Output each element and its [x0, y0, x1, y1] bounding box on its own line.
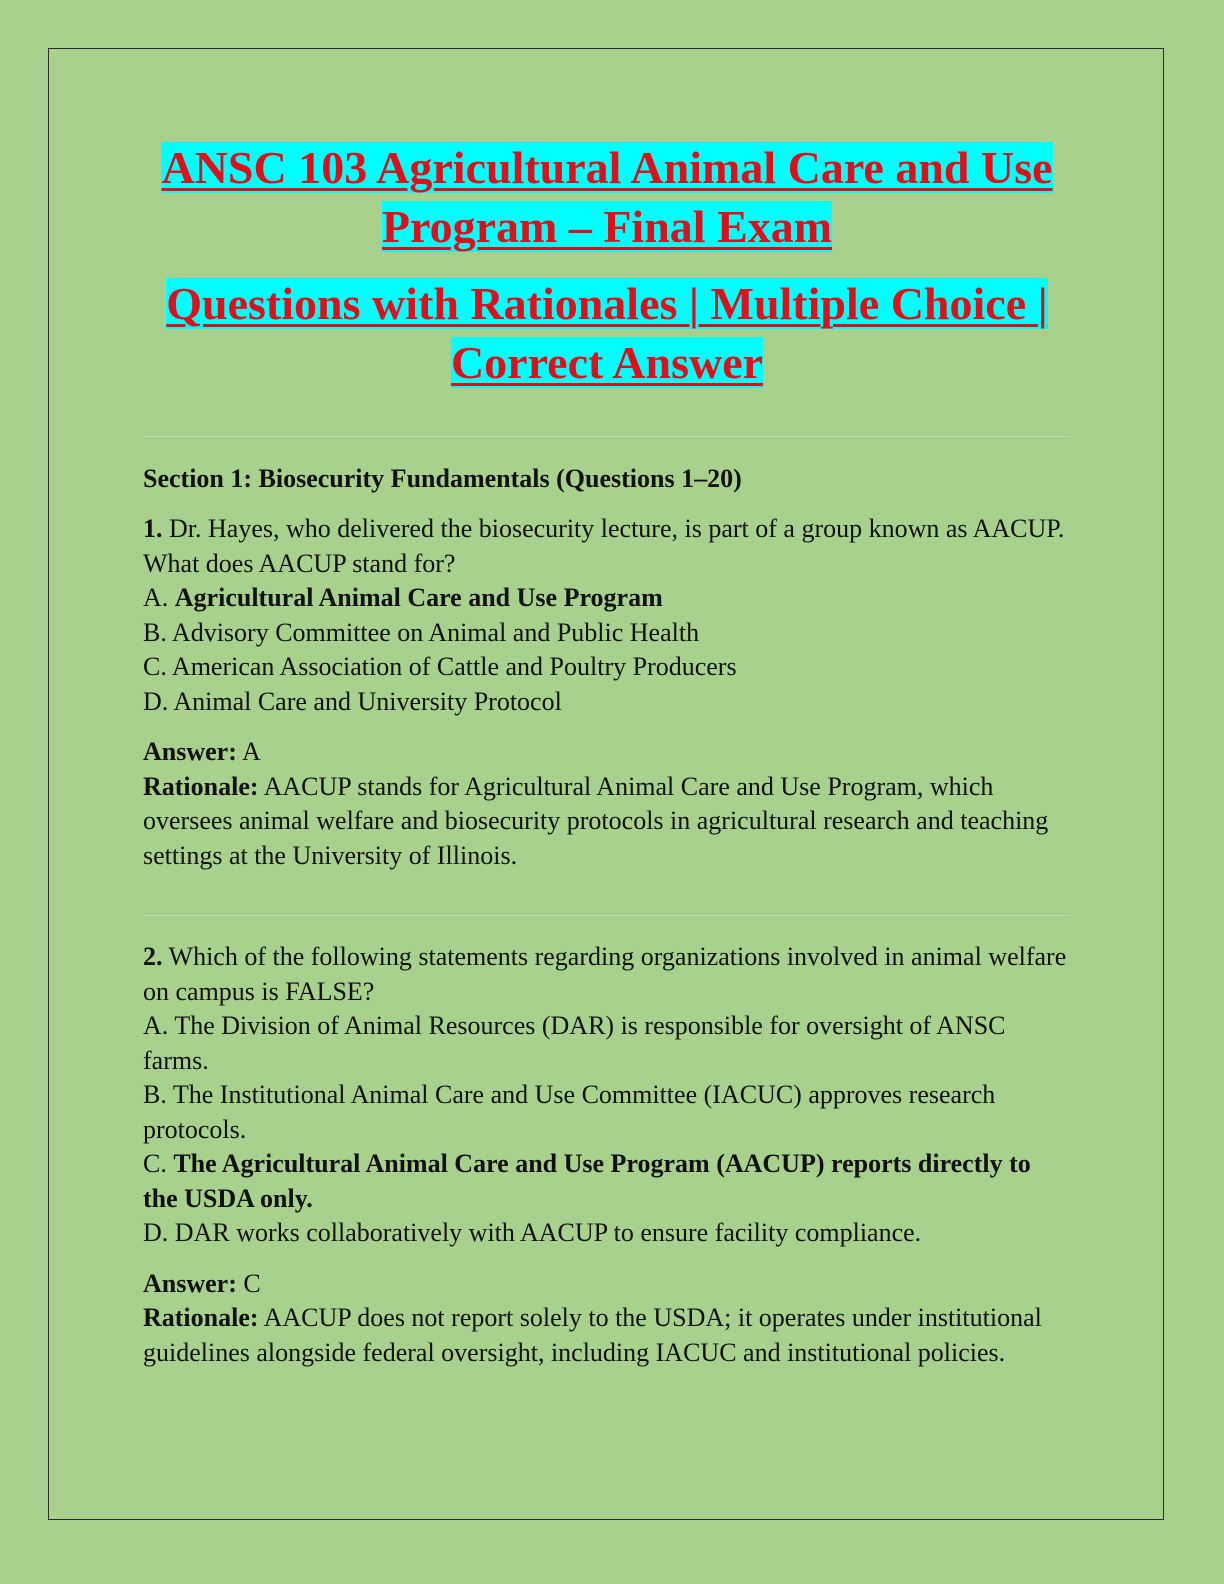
rationale-label: Rationale: — [143, 1303, 259, 1332]
question-2 — [143, 940, 1071, 1370]
subtitle-text: Questions with Rationales | Multiple Choice | — [166, 278, 1048, 329]
question-1 — [143, 512, 1071, 873]
title-text: ANSC 103 Agricultural Animal Care and Use — [161, 142, 1053, 193]
option-a — [143, 1009, 1071, 1078]
option-text: Advisory Committee on Animal and Public Health — [171, 617, 700, 647]
answer-block — [143, 735, 1071, 873]
document-content — [143, 138, 1071, 1370]
answer-label: Answer: — [143, 737, 237, 766]
answer-value: C — [236, 1268, 261, 1298]
document-title — [143, 138, 1071, 392]
option-letter: D. — [143, 1218, 175, 1247]
option-text: American Association of Cattle and Poultry Producers — [171, 652, 737, 681]
title-line — [143, 197, 1071, 256]
option-b — [143, 616, 1071, 651]
question-text: Dr. Hayes, who delivered the biosecurity lecture, is part of a group known as AACUP. What does AACUP stand for? — [143, 514, 1065, 578]
answer-line — [143, 1267, 1071, 1302]
answer-value: A — [236, 737, 261, 766]
option-c — [143, 650, 1071, 685]
answer-block — [143, 1267, 1071, 1371]
question-text: Which of the following statements regarding organizations involved in animal welfare on campus is FALSE? — [143, 942, 1067, 1006]
rationale — [143, 770, 1071, 874]
rationale-text: AACUP stands for Agricultural Animal Care and Use Program, which oversees animal welfare and biosecurity protocols in agricultural research and teaching settings at the University of Illinois. — [143, 771, 1049, 870]
rationale — [143, 1301, 1071, 1370]
option-a — [143, 581, 1071, 616]
question-number: 2. — [143, 942, 163, 971]
option-letter: D. — [143, 686, 174, 716]
option-b — [143, 1078, 1071, 1147]
answer-line — [143, 735, 1071, 770]
option-text-correct: The Agricultural Animal Care and Use Program (AACUP) reports directly to the USDA only. — [143, 1149, 1031, 1213]
subtitle-text: Correct Answer — [450, 337, 764, 388]
subtitle-line — [143, 333, 1071, 392]
rationale-label: Rationale: — [143, 771, 259, 801]
option-d — [143, 685, 1071, 720]
question-stem — [143, 940, 1071, 1009]
option-letter: B. — [143, 1080, 173, 1109]
section-heading: Section 1: Biosecurity Fundamentals (Questions 1–20) — [143, 464, 742, 493]
title-text: Program – Final Exam — [381, 201, 833, 252]
question-stem — [143, 512, 1071, 581]
option-text-correct: Agricultural Animal Care and Use Program — [174, 583, 663, 612]
option-letter: C. — [143, 1149, 174, 1178]
option-letter: B. — [143, 617, 172, 647]
subtitle-line — [143, 274, 1071, 333]
option-d — [143, 1216, 1071, 1251]
rationale-text: AACUP does not report solely to the USDA; it operates under institutional guidelines alongside federal oversight, including IACUC and institutional policies. — [143, 1303, 1042, 1367]
option-text: DAR works collaboratively with AACUP to ensure facility compliance. — [174, 1218, 922, 1247]
option-text: Animal Care and University Protocol — [173, 686, 562, 716]
option-text: The Institutional Animal Care and Use Committee (IACUC) approves research protocols. — [143, 1080, 996, 1144]
option-letter: A. — [143, 1011, 175, 1040]
divider — [143, 915, 1071, 916]
option-c — [143, 1147, 1071, 1216]
divider — [143, 436, 1071, 437]
option-text: The Division of Animal Resources (DAR) is responsible for oversight of ANSC farms. — [143, 1011, 1006, 1075]
question-number: 1. — [143, 514, 163, 543]
option-letter: C. — [143, 652, 172, 681]
title-line — [143, 138, 1071, 197]
option-letter: A. — [143, 583, 175, 612]
answer-label: Answer: — [143, 1268, 237, 1298]
